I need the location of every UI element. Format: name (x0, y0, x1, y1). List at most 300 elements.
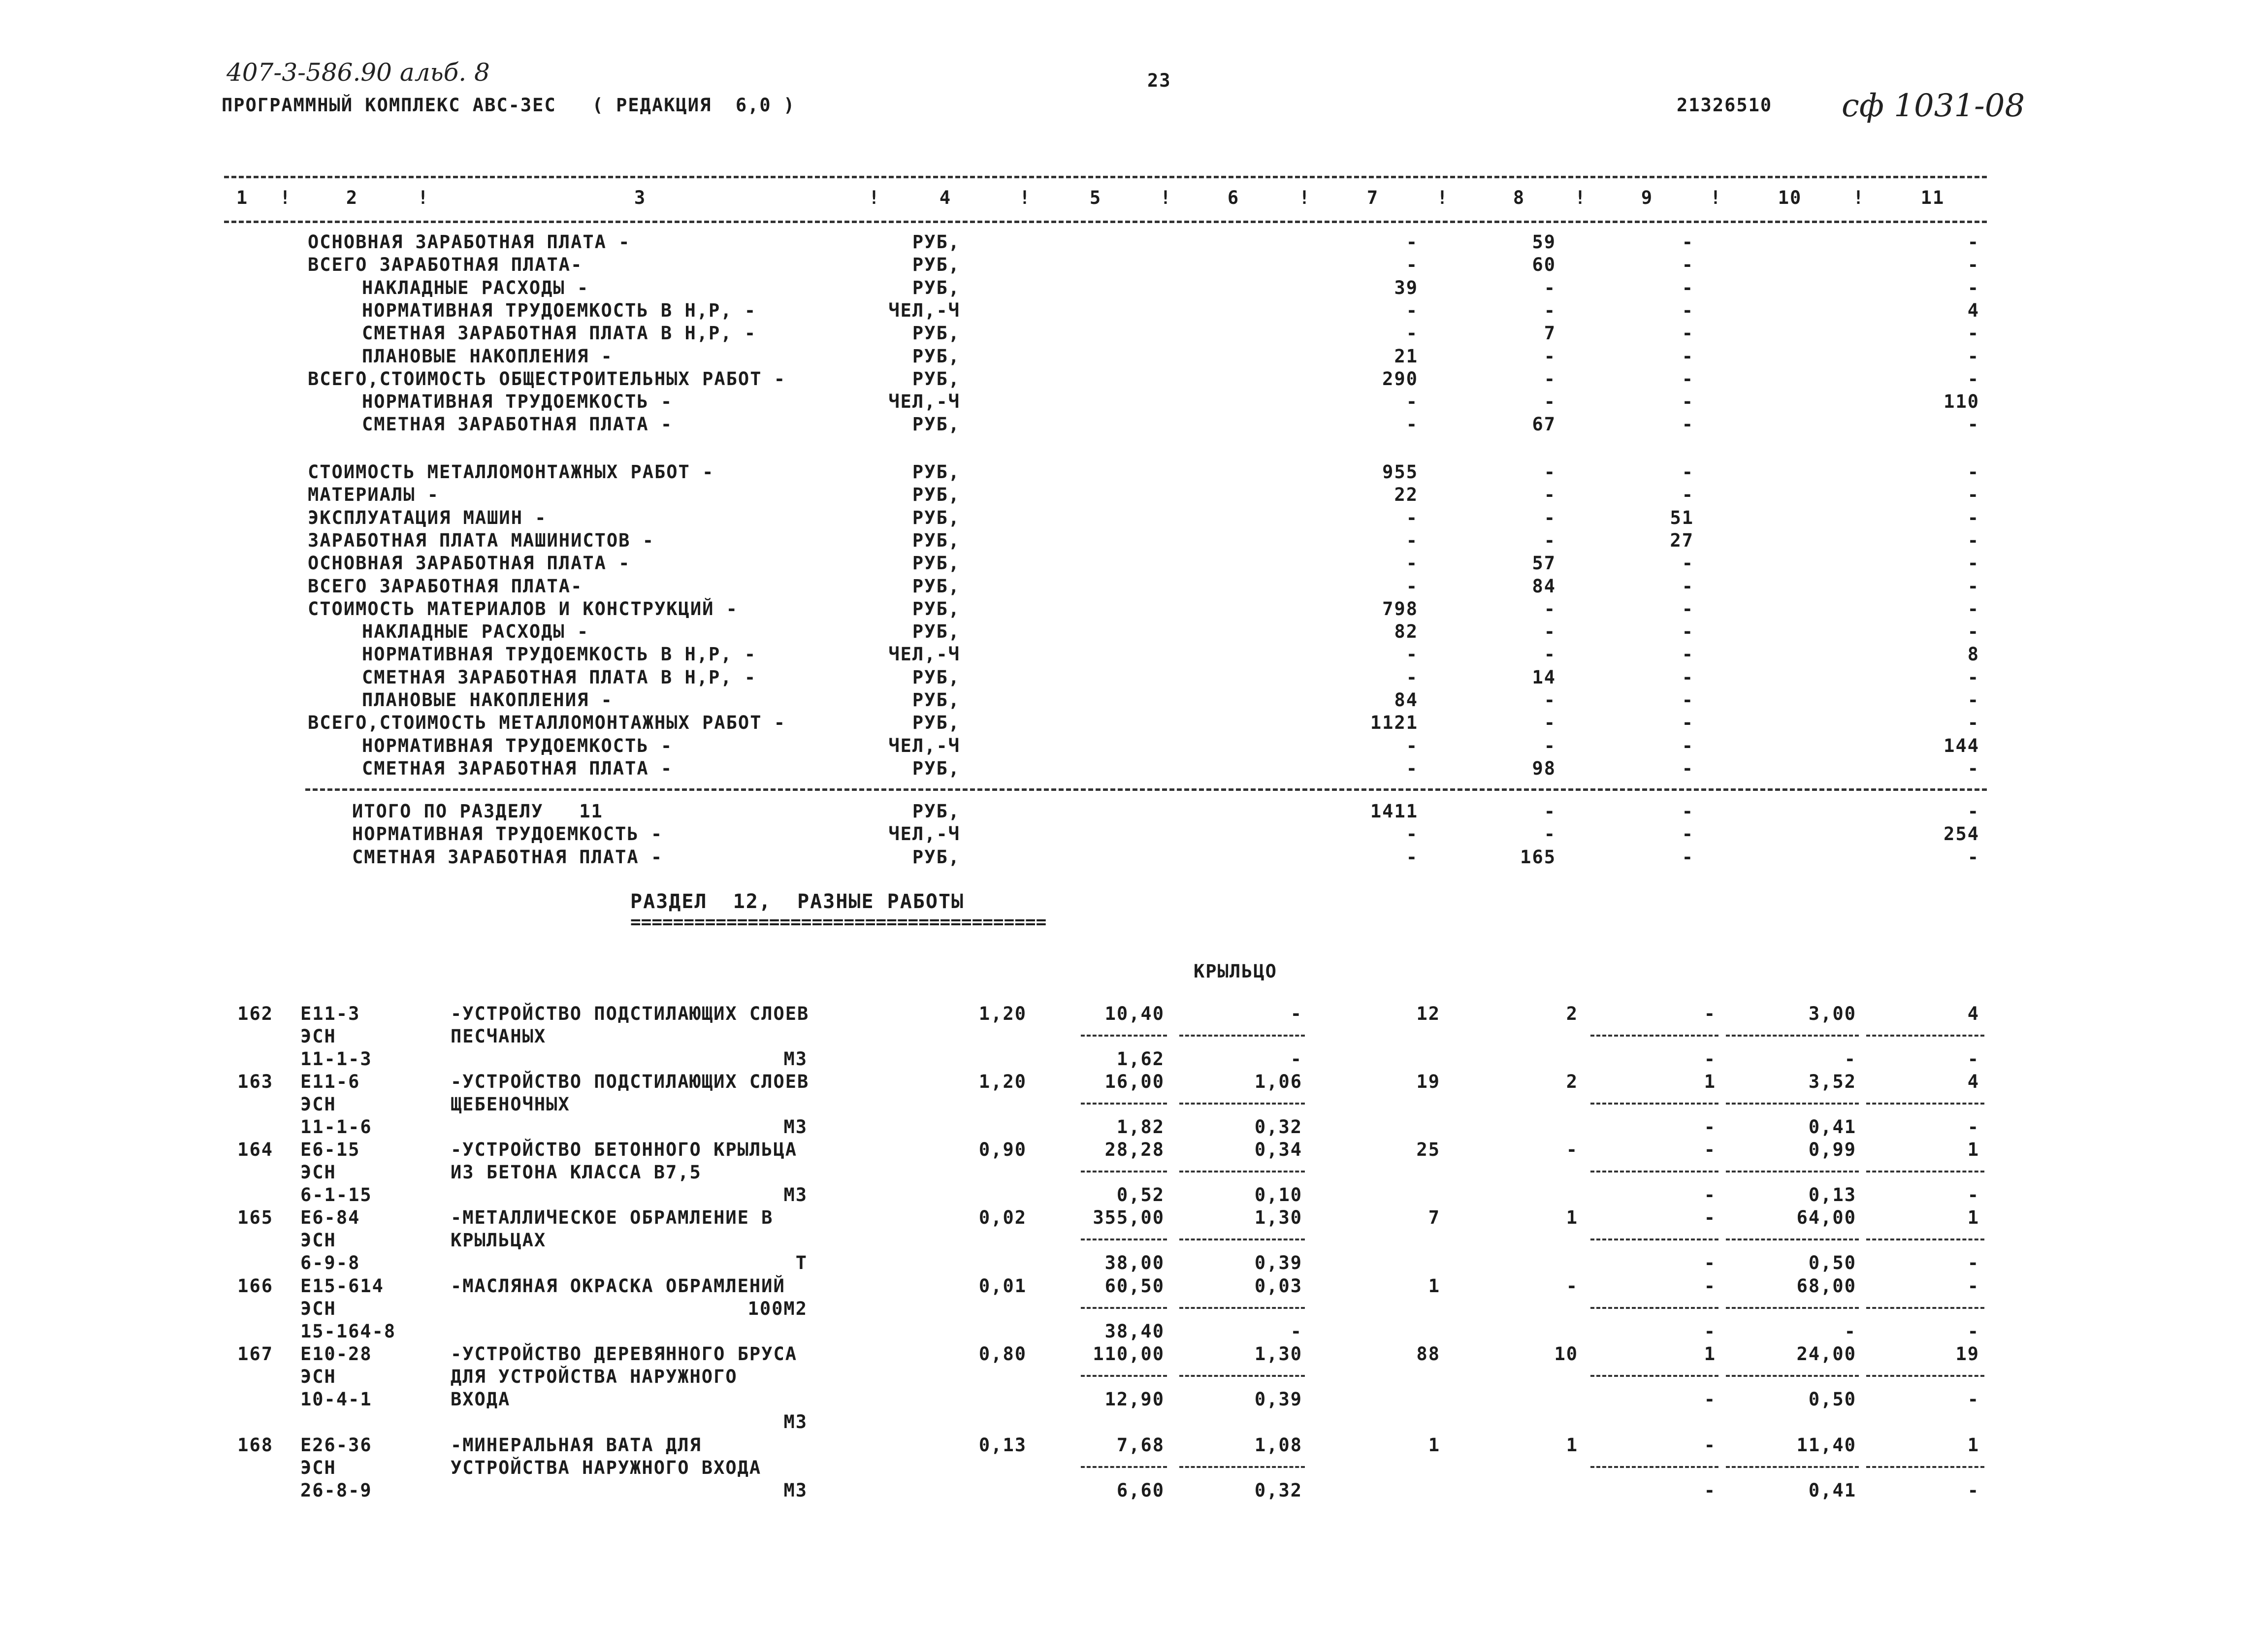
item-sub-unit-price: 1,62 (1116, 1048, 1165, 1070)
item-rule (1590, 1466, 1718, 1468)
item-rule (1866, 1238, 1984, 1240)
item-sub-unit-price: 1,82 (1116, 1116, 1165, 1138)
item-quantity: 0,80 (978, 1343, 1027, 1365)
item-rule (1179, 1466, 1305, 1468)
summary-row-col8: - (1544, 598, 1556, 619)
item-description: ВХОДА (451, 1389, 511, 1410)
item-rule (1590, 1035, 1718, 1037)
item-code: ЭСН (300, 1230, 336, 1251)
item-sub-labor-norm: 0,50 (1808, 1252, 1856, 1273)
summary-row-label: ЭКСПЛУАТАЦИЯ МАШИН - (308, 507, 547, 528)
item-labor-norm: 11,40 (1796, 1434, 1856, 1456)
summary-row-col8: 67 (1532, 414, 1556, 435)
summary-row-label: СМЕТНАЯ ЗАРАБОТНАЯ ПЛАТА - (362, 757, 673, 779)
summary-row-col8: 98 (1532, 757, 1556, 779)
item-rule (1081, 1103, 1167, 1105)
summary-row-col8: - (1544, 689, 1556, 711)
summary-row-col11: - (1967, 507, 1979, 528)
item-total-cost: 7 (1428, 1207, 1440, 1228)
item-unit-price: 7,68 (1116, 1434, 1165, 1456)
item-wages: - (1566, 1275, 1578, 1297)
item-code: 10-4-1 (300, 1389, 372, 1410)
summary-row-col11: - (1967, 757, 1979, 779)
item-code: ЭСН (300, 1162, 336, 1183)
column-separator: ! (279, 187, 292, 208)
summary-row-unit: РУБ, (912, 484, 960, 506)
item-description: УСТРОЙСТВА НАРУЖНОГО ВХОДА (451, 1457, 762, 1478)
item-sub-machine-cost: - (1290, 1321, 1302, 1342)
summary-row-col9: - (1682, 231, 1694, 253)
item-code: 11-1-3 (300, 1048, 372, 1070)
item-rule (1590, 1375, 1718, 1377)
summary-row-col9: - (1682, 757, 1694, 779)
item-sub-labor-norm: 0,41 (1808, 1116, 1856, 1138)
table-top-rule (224, 176, 1987, 178)
summary-row-col9: - (1682, 368, 1694, 390)
summary-row-col11: - (1967, 231, 1979, 253)
item-sub-unit-price: 12,90 (1104, 1389, 1165, 1410)
item-sub-machine-cost: 0,39 (1254, 1252, 1302, 1273)
summary-row-label: ПЛАНОВЫЕ НАКОПЛЕНИЯ - (362, 345, 613, 367)
item-sub-machine-cost: - (1290, 1048, 1302, 1070)
summary-row-label: НОРМАТИВНАЯ ТРУДОЕМКОСТЬ - (362, 391, 673, 413)
item-total-cost: 25 (1416, 1139, 1440, 1160)
column-header-7: 7 (1366, 187, 1379, 208)
column-separator: ! (868, 187, 881, 208)
item-sub-labor-total: - (1967, 1048, 1979, 1070)
summary-row-col9: - (1682, 323, 1694, 344)
item-sub-unit-price: 38,00 (1104, 1252, 1165, 1273)
summary-row-label: НОРМАТИВНАЯ ТРУДОЕМКОСТЬ В Н,Р, - (362, 644, 757, 665)
item-unit: М3 (783, 1116, 808, 1138)
summary-row-col9: - (1682, 414, 1694, 435)
item-unit: М3 (783, 1411, 808, 1433)
summary-row-col9: - (1682, 846, 1694, 868)
item-code: ЭСН (300, 1366, 336, 1387)
summary-row-col11: - (1967, 621, 1979, 643)
item-sub-machine-cost: 0,10 (1254, 1184, 1302, 1205)
handwritten-code: сф 1031-08 (1842, 88, 2025, 124)
item-total-cost: 1 (1428, 1434, 1440, 1456)
summary-row-label: НОРМАТИВНАЯ ТРУДОЕМКОСТЬ - (352, 823, 663, 845)
summary-row-col11: 8 (1967, 644, 1979, 665)
item-machine-wages: - (1704, 1434, 1716, 1456)
item-labor-total: - (1967, 1275, 1979, 1297)
column-header-10: 10 (1778, 187, 1802, 208)
item-code: Е26-36 (300, 1434, 372, 1456)
item-description: -УСТРОЙСТВО ПОДСТИЛАЮЩИХ СЛОЕВ (451, 1003, 810, 1024)
item-rule (1179, 1035, 1305, 1037)
item-quantity: 1,20 (978, 1071, 1027, 1092)
summary-row-col7: 39 (1394, 277, 1418, 298)
item-sub-labor-norm: - (1844, 1048, 1856, 1070)
item-sub-labor-norm: 0,41 (1808, 1480, 1856, 1501)
item-sub-labor-total: - (1967, 1184, 1979, 1205)
summary-row-unit: РУБ, (912, 461, 960, 483)
summary-row-unit: ЧЕЛ,-Ч (888, 735, 960, 756)
item-total-cost: 12 (1416, 1003, 1440, 1024)
item-machine-wages: - (1704, 1003, 1716, 1024)
summary-row-col9: - (1682, 345, 1694, 367)
item-unit-price: 355,00 (1093, 1207, 1165, 1228)
item-sub-unit-price: 0,52 (1116, 1184, 1165, 1205)
item-sub-unit-price: 38,40 (1104, 1321, 1165, 1342)
item-rule (1866, 1035, 1984, 1037)
item-total-cost: 1 (1428, 1275, 1440, 1297)
summary-row-col8: - (1544, 368, 1556, 390)
summary-row-col9: - (1682, 823, 1694, 845)
item-unit-price: 60,50 (1104, 1275, 1165, 1297)
item-unit: 100М2 (747, 1298, 808, 1319)
summary-row-unit: РУБ, (912, 598, 960, 619)
summary-row-col7: - (1406, 666, 1418, 688)
item-rule (1590, 1103, 1718, 1105)
summary-row-unit: РУБ, (912, 846, 960, 868)
item-rule (1179, 1307, 1305, 1309)
item-rule (1081, 1466, 1167, 1468)
subsection-title: КРЫЛЬЦО (1194, 961, 1277, 982)
item-sub-labor-total: - (1967, 1252, 1979, 1273)
item-unit-price: 28,28 (1104, 1139, 1165, 1160)
item-rule (1866, 1103, 1984, 1105)
summary-row-col9: - (1682, 801, 1694, 822)
summary-row-col7: - (1406, 644, 1418, 665)
item-sub-labor-norm: 0,50 (1808, 1389, 1856, 1410)
summary-row-col8: - (1544, 484, 1556, 506)
item-sub-labor-total: - (1967, 1321, 1979, 1342)
column-separator: ! (1019, 187, 1032, 208)
summary-row-col9: - (1682, 735, 1694, 756)
item-number: 162 (237, 1003, 273, 1024)
item-number: 165 (237, 1207, 273, 1228)
summary-row-unit: РУБ, (912, 345, 960, 367)
summary-row-col11: - (1967, 368, 1979, 390)
summary-row-col11: - (1967, 801, 1979, 822)
item-labor-norm: 68,00 (1796, 1275, 1856, 1297)
item-rule (1590, 1171, 1718, 1173)
summary-row-col7: - (1406, 846, 1418, 868)
summary-row-col8: - (1544, 507, 1556, 528)
summary-row-col11: - (1967, 846, 1979, 868)
summary-row-col11: 254 (1944, 823, 1979, 845)
summary-row-label: СМЕТНАЯ ЗАРАБОТНАЯ ПЛАТА В Н,Р, - (362, 666, 757, 688)
summary-row-col7: - (1406, 529, 1418, 551)
summary-row-col7: - (1406, 254, 1418, 276)
item-sub-machine-wages: - (1704, 1252, 1716, 1273)
summary-row-col9: - (1682, 575, 1694, 597)
item-quantity: 0,02 (978, 1207, 1027, 1228)
item-machine-cost: 0,03 (1254, 1275, 1302, 1297)
summary-row-col11: - (1967, 414, 1979, 435)
item-labor-norm: 3,00 (1808, 1003, 1856, 1024)
summary-row-label: НАКЛАДНЫЕ РАСХОДЫ - (362, 621, 589, 643)
summary-row-col11: - (1967, 345, 1979, 367)
summary-row-unit: РУБ, (912, 414, 960, 435)
summary-row-col8: 165 (1520, 846, 1556, 868)
item-machine-cost: 0,34 (1254, 1139, 1302, 1160)
summary-row-col7: - (1406, 231, 1418, 253)
summary-row-col7: - (1406, 757, 1418, 779)
summary-row-col7: - (1406, 823, 1418, 845)
item-code: ЭСН (300, 1094, 336, 1115)
summary-row-col11: - (1967, 712, 1979, 734)
item-sub-machine-wages: - (1704, 1480, 1716, 1501)
summary-row-col8: 84 (1532, 575, 1556, 597)
summary-row-col7: 290 (1382, 368, 1418, 390)
column-header-11: 11 (1920, 187, 1945, 208)
summary-row-col8: 60 (1532, 254, 1556, 276)
summary-row-unit: РУБ, (912, 712, 960, 734)
item-sub-labor-norm: - (1844, 1321, 1856, 1342)
summary-row-label: СМЕТНАЯ ЗАРАБОТНАЯ ПЛАТА В Н,Р, - (362, 323, 757, 344)
item-total-cost: 88 (1416, 1343, 1440, 1365)
item-description: ЩЕБЕНОЧНЫХ (451, 1094, 570, 1115)
summary-row-unit: РУБ, (912, 757, 960, 779)
item-sub-machine-wages: - (1704, 1389, 1716, 1410)
column-separator: ! (1852, 187, 1865, 208)
item-number: 167 (237, 1343, 273, 1365)
summary-row-col7: 84 (1394, 689, 1418, 711)
item-rule (1081, 1307, 1167, 1309)
item-unit-price: 16,00 (1104, 1071, 1165, 1092)
item-rule (1726, 1375, 1859, 1377)
summary-row-unit: РУБ, (912, 621, 960, 643)
item-machine-wages: - (1704, 1207, 1716, 1228)
section-title: РАЗДЕЛ 12, РАЗНЫЕ РАБОТЫ (630, 890, 965, 913)
item-rule (1726, 1238, 1859, 1240)
item-number: 163 (237, 1071, 273, 1092)
item-sub-unit-price: 6,60 (1116, 1480, 1165, 1501)
summary-row-col7: - (1406, 299, 1418, 321)
summary-row-col11: - (1967, 323, 1979, 344)
summary-row-col11: - (1967, 254, 1979, 276)
summary-row-unit: РУБ, (912, 689, 960, 711)
summary-row-col7: - (1406, 735, 1418, 756)
item-rule (1866, 1466, 1984, 1468)
summary-row-unit: РУБ, (912, 801, 960, 822)
summary-row-label: ОСНОВНАЯ ЗАРАБОТНАЯ ПЛАТА - (308, 553, 631, 574)
item-code: 6-1-15 (300, 1184, 372, 1205)
summary-row-label: ИТОГО ПО РАЗДЕЛУ 11 (352, 801, 603, 822)
item-rule (1179, 1375, 1305, 1377)
item-wages: - (1566, 1139, 1578, 1160)
item-unit: М3 (783, 1480, 808, 1501)
summary-row-col9: - (1682, 712, 1694, 734)
summary-row-unit: РУБ, (912, 507, 960, 528)
item-quantity: 0,90 (978, 1139, 1027, 1160)
item-labor-total: 4 (1967, 1071, 1979, 1092)
summary-row-col7: 82 (1394, 621, 1418, 643)
item-wages: 1 (1566, 1207, 1578, 1228)
summary-row-col7: 1411 (1370, 801, 1418, 822)
summary-row-col11: - (1967, 689, 1979, 711)
column-separator: ! (1436, 187, 1449, 208)
summary-row-col8: - (1544, 391, 1556, 413)
summary-row-unit: РУБ, (912, 666, 960, 688)
column-header-9: 9 (1641, 187, 1653, 208)
summary-row-col9: - (1682, 666, 1694, 688)
item-description: -МЕТАЛЛИЧЕСКОЕ ОБРАМЛЕНИЕ В (451, 1207, 774, 1228)
item-description: ИЗ БЕТОНА КЛАССА В7,5 (451, 1162, 702, 1183)
summary-row-label: СТОИМОСТЬ МАТЕРИАЛОВ И КОНСТРУКЦИЙ - (308, 598, 738, 619)
summary-row-label: ВСЕГО ЗАРАБОТНАЯ ПЛАТА- (308, 254, 583, 276)
item-description: -МИНЕРАЛЬНАЯ ВАТА ДЛЯ (451, 1434, 702, 1456)
summary-row-unit: РУБ, (912, 277, 960, 298)
item-number: 164 (237, 1139, 273, 1160)
document-code: 21326510 (1677, 95, 1773, 116)
summary-row-col9: - (1682, 299, 1694, 321)
item-code: Е11-6 (300, 1071, 360, 1092)
summary-row-col8: - (1544, 644, 1556, 665)
summary-row-col11: - (1967, 277, 1979, 298)
item-sub-machine-cost: 0,32 (1254, 1116, 1302, 1138)
item-number: 166 (237, 1275, 273, 1297)
item-quantity: 1,20 (978, 1003, 1027, 1024)
summary-row-label: СМЕТНАЯ ЗАРАБОТНАЯ ПЛАТА - (352, 846, 663, 868)
summary-row-col8: - (1544, 277, 1556, 298)
item-rule (1179, 1103, 1305, 1105)
item-description: -УСТРОЙСТВО ДЕРЕВЯННОГО БРУСА (451, 1343, 798, 1365)
summary-row-col11: - (1967, 575, 1979, 597)
summary-row-col9: - (1682, 277, 1694, 298)
summary-row-label: ЗАРАБОТНАЯ ПЛАТА МАШИНИСТОВ - (308, 529, 655, 551)
item-machine-cost: 1,08 (1254, 1434, 1302, 1456)
item-labor-norm: 64,00 (1796, 1207, 1856, 1228)
item-sub-labor-total: - (1967, 1389, 1979, 1410)
summary-row-col7: 798 (1382, 598, 1418, 619)
item-labor-total: 4 (1967, 1003, 1979, 1024)
summary-row-col9: 51 (1670, 507, 1694, 528)
item-code: Е15-614 (300, 1275, 384, 1297)
item-wages: 10 (1554, 1343, 1578, 1365)
summary-row-col9: - (1682, 553, 1694, 574)
summary-row-col7: - (1406, 391, 1418, 413)
item-code: Е6-84 (300, 1207, 360, 1228)
summary-row-col11: 110 (1944, 391, 1979, 413)
item-rule (1726, 1103, 1859, 1105)
column-separator: ! (1710, 187, 1722, 208)
item-code: 11-1-6 (300, 1116, 372, 1138)
summary-row-col7: 22 (1394, 484, 1418, 506)
item-wages: 1 (1566, 1434, 1578, 1456)
summary-row-col11: - (1967, 666, 1979, 688)
item-rule (1081, 1375, 1167, 1377)
item-unit-price: 10,40 (1104, 1003, 1165, 1024)
summary-row-col9: - (1682, 484, 1694, 506)
column-separator: ! (1574, 187, 1587, 208)
item-sub-labor-total: - (1967, 1116, 1979, 1138)
item-machine-wages: - (1704, 1275, 1716, 1297)
item-rule (1866, 1171, 1984, 1173)
item-machine-wages: 1 (1704, 1343, 1716, 1365)
summary-row-col11: 4 (1967, 299, 1979, 321)
summary-row-label: СМЕТНАЯ ЗАРАБОТНАЯ ПЛАТА - (362, 414, 673, 435)
summary-row-unit: РУБ, (912, 529, 960, 551)
handwritten-reference: 407-3-586.90 альб. 8 (227, 58, 490, 87)
summary-row-unit: ЧЕЛ,-Ч (888, 299, 960, 321)
item-machine-cost: 1,30 (1254, 1207, 1302, 1228)
summary-row-col7: - (1406, 575, 1418, 597)
summary-row-col7: - (1406, 414, 1418, 435)
summary-row-col8: 59 (1532, 231, 1556, 253)
item-labor-norm: 0,99 (1808, 1139, 1856, 1160)
summary-row-unit: РУБ, (912, 231, 960, 253)
summary-row-col8: - (1544, 345, 1556, 367)
item-rule (1726, 1466, 1859, 1468)
summary-row-col7: - (1406, 323, 1418, 344)
column-header-6: 6 (1227, 187, 1240, 208)
item-code: ЭСН (300, 1298, 336, 1319)
item-description: -МАСЛЯНАЯ ОКРАСКА ОБРАМЛЕНИЙ (451, 1275, 785, 1297)
item-wages: 2 (1566, 1071, 1578, 1092)
item-rule (1590, 1307, 1718, 1309)
column-header-3: 3 (634, 187, 647, 208)
item-machine-wages: - (1704, 1139, 1716, 1160)
summary-row-unit: ЧЕЛ,-Ч (888, 644, 960, 665)
item-unit: Т (795, 1252, 808, 1273)
summary-row-label: НОРМАТИВНАЯ ТРУДОЕМКОСТЬ - (362, 735, 673, 756)
item-description: -УСТРОЙСТВО БЕТОННОГО КРЫЛЬЦА (451, 1139, 798, 1160)
item-rule (1081, 1171, 1167, 1173)
item-labor-norm: 3,52 (1808, 1071, 1856, 1092)
item-wages: 2 (1566, 1003, 1578, 1024)
summary-row-col11: - (1967, 461, 1979, 483)
summary-row-col7: - (1406, 553, 1418, 574)
summary-row-label: ПЛАНОВЫЕ НАКОПЛЕНИЯ - (362, 689, 613, 711)
item-machine-cost: 1,06 (1254, 1071, 1302, 1092)
item-code: Е10-28 (300, 1343, 372, 1365)
summary-row-col7: 21 (1394, 345, 1418, 367)
item-labor-total: 19 (1955, 1343, 1979, 1365)
summary-row-col8: - (1544, 299, 1556, 321)
page-number: 23 (1147, 70, 1171, 91)
summary-row-col11: - (1967, 484, 1979, 506)
item-description: -УСТРОЙСТВО ПОДСТИЛАЮЩИХ СЛОЕВ (451, 1071, 810, 1092)
summary-row-col8: - (1544, 801, 1556, 822)
item-sub-labor-norm: 0,13 (1808, 1184, 1856, 1205)
summary-row-label: ВСЕГО,СТОИМОСТЬ МЕТАЛЛОМОНТАЖНЫХ РАБОТ - (308, 712, 786, 734)
item-rule (1179, 1171, 1305, 1173)
summary-row-unit: РУБ, (912, 368, 960, 390)
item-labor-norm: 24,00 (1796, 1343, 1856, 1365)
summary-row-unit: РУБ, (912, 553, 960, 574)
summary-row-col9: - (1682, 598, 1694, 619)
column-separator: ! (1298, 187, 1311, 208)
item-code: 6-9-8 (300, 1252, 360, 1273)
summary-row-col8: 7 (1544, 323, 1556, 344)
item-number: 168 (237, 1434, 273, 1456)
item-rule (1866, 1375, 1984, 1377)
column-separator: ! (417, 187, 430, 208)
item-sub-machine-cost: 0,32 (1254, 1480, 1302, 1501)
summary-row-label: МАТЕРИАЛЫ - (308, 484, 440, 506)
item-unit: М3 (783, 1048, 808, 1070)
column-separator: ! (1160, 187, 1172, 208)
summary-row-col9: - (1682, 461, 1694, 483)
item-total-cost: 19 (1416, 1071, 1440, 1092)
item-description: ДЛЯ УСТРОЙСТВА НАРУЖНОГО (451, 1366, 738, 1387)
table-header-rule (224, 221, 1987, 223)
item-code: 26-8-9 (300, 1480, 372, 1501)
item-sub-machine-wages: - (1704, 1048, 1716, 1070)
column-header-2: 2 (346, 187, 358, 208)
column-header-8: 8 (1513, 187, 1525, 208)
item-description: ПЕСЧАНЫХ (451, 1026, 547, 1047)
summary-row-unit: РУБ, (912, 323, 960, 344)
item-rule (1726, 1307, 1859, 1309)
item-unit: М3 (783, 1184, 808, 1205)
summary-row-col7: - (1406, 507, 1418, 528)
